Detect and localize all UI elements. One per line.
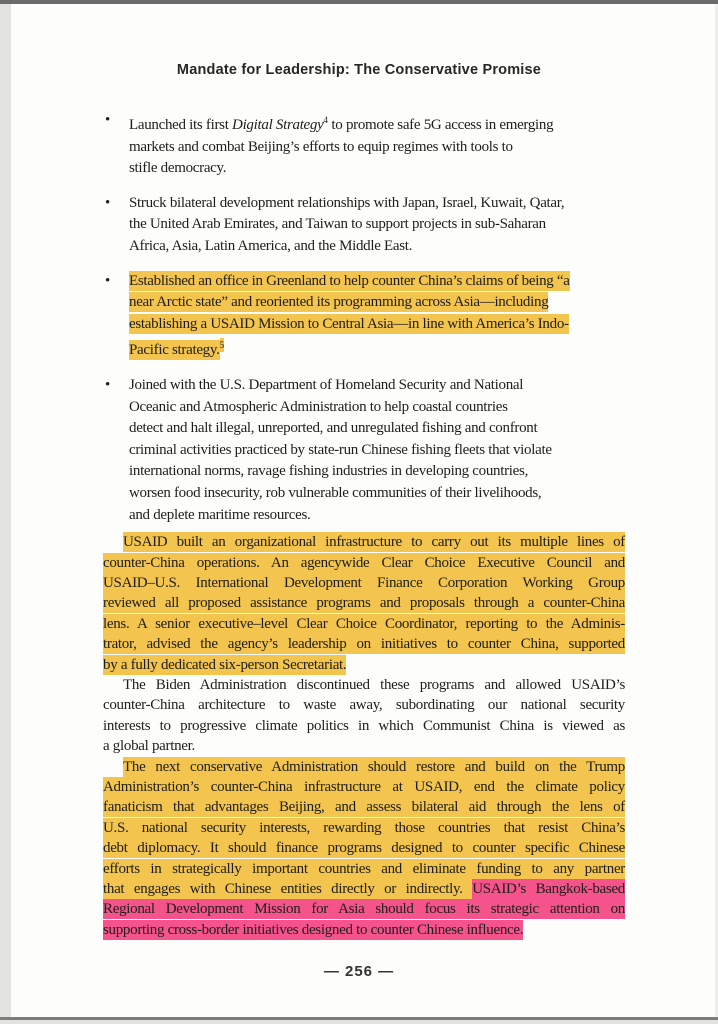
- bullet-item: [103, 375, 625, 526]
- text-line: [103, 818, 625, 838]
- text-line: [129, 214, 625, 236]
- text-segment: to promote safe 5G access in emerging: [327, 117, 554, 133]
- text-line: [103, 553, 625, 573]
- text-line: [103, 614, 625, 634]
- text-line: [129, 461, 625, 483]
- bullet-marker: •: [105, 272, 110, 289]
- text-segment: detect and halt illegal, unreported, and unregulated fishing and confront: [129, 420, 538, 437]
- text-line: [103, 736, 625, 756]
- highlighted-text: reviewed all proposed assistance programs and proposals through a counter-China: [103, 595, 625, 612]
- text-line: [129, 314, 625, 336]
- highlighted-text: counter-China operations. An agencywide Clear Choice Executive Council and: [103, 554, 625, 571]
- highlighted-text: fanaticism that advantages Beijing, and assess bilateral aid through the lens of: [103, 799, 625, 816]
- text-segment: Oceanic and Atmospheric Administration to help coastal countries: [129, 398, 508, 415]
- text-line: [129, 292, 625, 314]
- highlighted-text: Established an office in Greenland to help counter China’s claims of being “a: [129, 272, 570, 289]
- text-segment: markets and combat Beijing’s efforts to equip regimes with tools to: [129, 138, 513, 155]
- text-line: [103, 634, 625, 654]
- highlighted-text: The next conservative Administration should restore and build on the Trump: [123, 758, 625, 775]
- text-line: [103, 593, 625, 613]
- text-segment: Struck bilateral development relationships with Japan, Israel, Kuwait, Qatar,: [129, 194, 565, 211]
- highlighted-text: that engages with Chinese entities directly or indirectly.: [103, 879, 463, 902]
- highlighted-text: Administration’s counter-China infrastructure at USAID, end the climate policy: [103, 778, 625, 795]
- text-segment: a global partner.: [103, 738, 195, 755]
- highlighted-text: U.S. national security interests, rewarding those countries that resist China’s: [103, 819, 625, 836]
- text-line: [129, 236, 625, 258]
- photo-edge-left: [0, 4, 11, 1024]
- text-segment: Launched its first: [129, 117, 233, 133]
- bullet-marker: •: [105, 194, 110, 211]
- highlighted-text: funding to any partner: [476, 859, 625, 882]
- page-running-title: Mandate for Leadership: The Conservative Promise: [176, 62, 542, 78]
- highlighted-text: establishing a USAID Mission to Central Asia—in line with America’s Indo-: [129, 315, 569, 332]
- text-line: [129, 271, 625, 293]
- footnote-reference: 4: [323, 115, 328, 125]
- text-segment: international norms, ravage fishing industries in developing countries,: [129, 463, 529, 480]
- highlighted-text: Regional Development Mission for Asia should focus its strategic attention on: [103, 901, 625, 918]
- bullet-item: [103, 110, 625, 180]
- text-line: [103, 859, 625, 879]
- text-segment: The Biden Administration discontinued these programs and allowed USAID’s: [123, 676, 625, 693]
- text-segment: and deplete maritime resources.: [129, 506, 311, 523]
- text-line: [129, 418, 625, 440]
- text-segment: stifle democracy.: [129, 160, 227, 177]
- text-line: [129, 440, 625, 462]
- photo-edge-top: [0, 0, 718, 4]
- footnote-reference: 5: [219, 340, 225, 351]
- text-line: [103, 532, 625, 552]
- text-line: [103, 797, 625, 817]
- text-line: [103, 879, 625, 899]
- highlighted-text: USAID built an organizational infrastructure to carry out its multiple lines of: [123, 534, 625, 551]
- text-line: [103, 777, 625, 797]
- text-line: [103, 899, 625, 919]
- bullet-item: [103, 271, 625, 362]
- highlighted-text: near Arctic state” and reoriented its programming across Asia—including: [129, 294, 549, 311]
- text-line: [129, 375, 625, 397]
- text-line: [129, 193, 625, 215]
- bullet-marker: •: [105, 112, 110, 128]
- text-line: [129, 110, 625, 137]
- photo-edge-bottom: [0, 1020, 718, 1024]
- text-segment: Africa, Asia, Latin America, and the Middle East.: [129, 237, 413, 254]
- text-segment: Joined with the U.S. Department of Homeland Security and National: [129, 376, 524, 393]
- paragraph: [103, 675, 625, 757]
- text-segment: worsen food insecurity, rob vulnerable communities of their livelihoods,: [129, 484, 542, 501]
- text-line: [103, 838, 625, 858]
- text-line: [103, 675, 625, 695]
- text-line: [103, 716, 625, 736]
- bullet-item: [103, 193, 625, 258]
- text-segment: the United Arab Emirates, and Taiwan to support projects in sub-Saharan: [129, 216, 546, 233]
- text-line: [129, 397, 625, 419]
- highlighted-text: USAID–U.S. International Development Finance Corporation Working Group: [103, 574, 625, 591]
- text-line: [103, 920, 625, 940]
- text-line: [129, 505, 625, 527]
- paragraph: [103, 757, 625, 941]
- highlighted-text: Pacific strategy.: [129, 342, 220, 359]
- highlighted-text: debt diplomacy. It should finance programs designed to counter specific Chinese: [103, 840, 625, 857]
- text-segment: counter-China architecture to waste away, subordinating our national security: [103, 697, 625, 714]
- text-segment: criminal activities practiced by state-run Chinese fishing fleets that violate: [129, 441, 552, 458]
- highlighted-text: USAID’s Bangkok-based: [472, 879, 625, 902]
- highlighted-text: trator, advised the agency’s leadership on initiatives to counter China, supported: [103, 636, 625, 653]
- text-line: [129, 158, 625, 180]
- text-segment: Digital Strategy: [232, 117, 324, 133]
- bullet-marker: •: [105, 376, 110, 393]
- page-number: — 256 —: [323, 963, 395, 980]
- highlighted-text: lens. A senior executive–level Clear Choice Coordinator, reporting to the Adminis-: [103, 615, 625, 632]
- text-line: [103, 655, 625, 675]
- text-line: [103, 573, 625, 593]
- paragraph: [103, 532, 625, 675]
- highlighted-text: by a fully dedicated six-person Secretariat.: [103, 656, 347, 673]
- text-segment: interests to progressive climate politics in which Communist China is viewed as: [103, 717, 625, 734]
- text-line: [129, 483, 625, 505]
- text-line: [103, 695, 625, 715]
- content-column: [103, 110, 625, 940]
- text-line: [129, 335, 625, 362]
- highlighted-text: efforts in strategically important countries and eliminate: [103, 860, 477, 877]
- highlighted-text: supporting cross-border initiatives designed to counter Chinese influence.: [103, 921, 524, 938]
- text-line: [129, 137, 625, 159]
- text-line: [103, 757, 625, 777]
